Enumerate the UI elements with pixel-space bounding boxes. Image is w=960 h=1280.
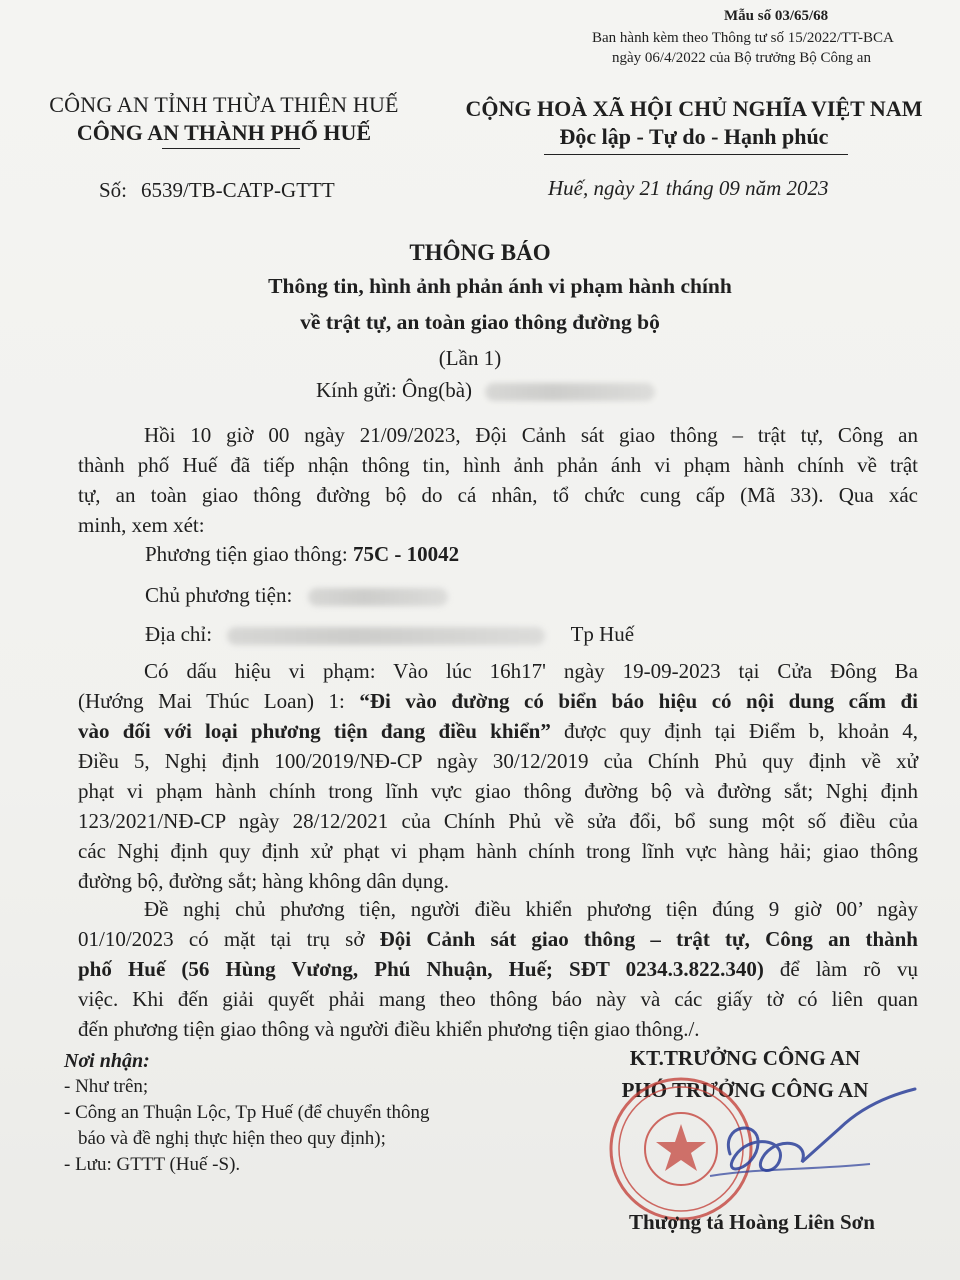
recipients-title: Nơi nhận: <box>64 1050 150 1072</box>
recipient-item: - Lưu: GTTT (Huế -S). <box>64 1154 241 1175</box>
form-code: Mẫu số 03/65/68 <box>724 8 829 24</box>
text-run: để làm rõ vụ <box>763 957 918 981</box>
document-subtitle-line2: về trật tự, an toàn giao thông đường bộ <box>300 310 660 334</box>
motto-underline <box>544 154 848 155</box>
form-legal-basis-line2: ngày 06/4/2022 của Bộ trưởng Bộ Công an <box>612 50 871 66</box>
paragraph-request <box>78 894 918 1044</box>
agency-header <box>34 92 414 146</box>
paragraph-line: Đề nghị chủ phương tiện, người điều khiển phương tiện đúng 9 giờ 00’ ngày <box>144 897 918 921</box>
paragraph-intro <box>78 420 918 540</box>
document-subtitle-line1: Thông tin, hình ảnh phản ánh vi phạm hành chính <box>268 274 732 298</box>
document-number <box>99 178 335 203</box>
paragraph-line: 123/2021/NĐ-CP ngày 28/12/2021 của Chính Phủ về sửa đổi, bổ sung một số điều của <box>78 809 918 833</box>
vehicle-plate: 75C - 10042 <box>352 542 460 566</box>
paragraph-line: việc. Khi đến giải quyết phải mang theo thông báo này và các giấy tờ có liên quan <box>78 987 918 1011</box>
recipient-item: - Công an Thuận Lộc, Tp Huế (để chuyển thông <box>64 1102 430 1123</box>
document-date: Huế, ngày 21 tháng 09 năm 2023 <box>548 176 829 200</box>
violation-description: vào đối với loại phương tiện đang điều khiển” <box>78 719 551 743</box>
paragraph-line: đường bộ, đường sắt; hàng không dân dụng. <box>78 869 450 893</box>
vehicle-label: Phương tiện giao thông: <box>145 542 348 566</box>
recipient-item: - Như trên; <box>64 1076 149 1097</box>
text-run: (Hướng Mai Thúc Loan) 1: <box>78 689 360 713</box>
agency-underline <box>162 148 300 149</box>
signature-authority: KT.TRƯỞNG CÔNG AN <box>629 1046 861 1070</box>
owner-field <box>145 583 448 608</box>
text-run: 01/10/2023 có mặt tại trụ sở <box>78 927 380 951</box>
signature-position: PHÓ TRƯỞNG CÔNG AN <box>621 1078 869 1102</box>
vehicle-field <box>145 542 459 567</box>
paragraph-line: thành phố Huế đã tiếp nhận thông tin, hình ảnh phản ánh vi phạm hành chính về trật <box>78 453 918 477</box>
redacted-owner <box>308 588 448 606</box>
paragraph-line: Hồi 10 giờ 00 ngày 21/09/2023, Đội Cảnh sát giao thông – trật tự, Công an <box>144 423 918 447</box>
national-header <box>452 96 936 150</box>
paragraph-line: tự, an toàn giao thông đường bộ do cá nhân, tổ chức cung cấp (Mã 33). Qua xác <box>78 483 918 507</box>
signature-scribble-icon <box>690 1084 920 1194</box>
recipients-block <box>64 1048 430 1178</box>
addressee-label: Kính gửi: Ông(bà) <box>316 378 473 402</box>
paragraph-line: Có dấu hiệu vi phạm: Vào lúc 16h17' ngày 19-09-2023 tại Cửa Đông Ba <box>144 659 918 683</box>
paragraph-line: đến phương tiện giao thông và người điều khiển phương tiện giao thông./. <box>78 1017 700 1041</box>
redacted-address <box>227 627 545 645</box>
paragraph-line: minh, xem xét: <box>78 513 205 537</box>
document-number-value: 6539/TB-CATP-GTTT <box>141 178 335 202</box>
document-number-label: Số: <box>99 178 128 202</box>
text-run: được quy định tại Điểm b, khoản 4, <box>550 719 919 743</box>
nation-motto: Độc lập - Tự do - Hạnh phúc <box>559 124 829 149</box>
agency-parent: CÔNG AN TỈNH THỪA THIÊN HUẾ <box>49 92 399 117</box>
nation-name: CỘNG HOÀ XÃ HỘI CHỦ NGHĨA VIỆT NAM <box>465 96 923 121</box>
notice-instance: (Lần 1) <box>438 346 502 370</box>
office-address: phố Huế (56 Hùng Vương, Phú Nhuận, Huế; SĐT 0234.3.822.340) <box>78 957 764 981</box>
address-city: Tp Huế <box>570 622 635 646</box>
document-title: THÔNG BÁO <box>409 240 551 265</box>
form-legal-basis-line1: Ban hành kèm theo Thông tư số 15/2022/TT-BCA <box>592 30 894 46</box>
signer-name: Thượng tá Hoàng Liên Sơn <box>629 1210 875 1234</box>
redacted-name <box>485 383 655 401</box>
paragraph-line <box>78 686 918 716</box>
paragraph-line <box>78 716 918 746</box>
paragraph-line: phạt vi phạm hành chính trong lĩnh vực giao thông đường bộ và đường sắt; Nghị định <box>78 779 918 803</box>
office-name: Đội Cảnh sát giao thông – trật tự, Công an thành <box>379 927 918 951</box>
paragraph-line <box>78 954 918 984</box>
paragraph-line <box>78 924 918 954</box>
paragraph-line: các Nghị định quy định xử phạt vi phạm hành chính trong lĩnh vực hàng hải; giao thông <box>78 839 918 863</box>
paragraph-violation <box>78 656 918 896</box>
address-field <box>145 622 634 647</box>
recipient-item-continued: báo và đề nghị thực hiện theo quy định); <box>78 1128 386 1149</box>
owner-label: Chủ phương tiện: <box>145 583 293 607</box>
address-label: Địa chỉ: <box>145 622 213 646</box>
paragraph-line: Điều 5, Nghị định 100/2019/NĐ-CP ngày 30/12/2019 của Chính Phủ quy định về xử <box>78 749 918 773</box>
agency-name: CÔNG AN THÀNH PHỐ HUẾ <box>76 120 372 145</box>
violation-description: “Đi vào đường có biển báo hiệu có nội dung cấm đi <box>359 689 919 713</box>
addressee <box>316 378 655 403</box>
